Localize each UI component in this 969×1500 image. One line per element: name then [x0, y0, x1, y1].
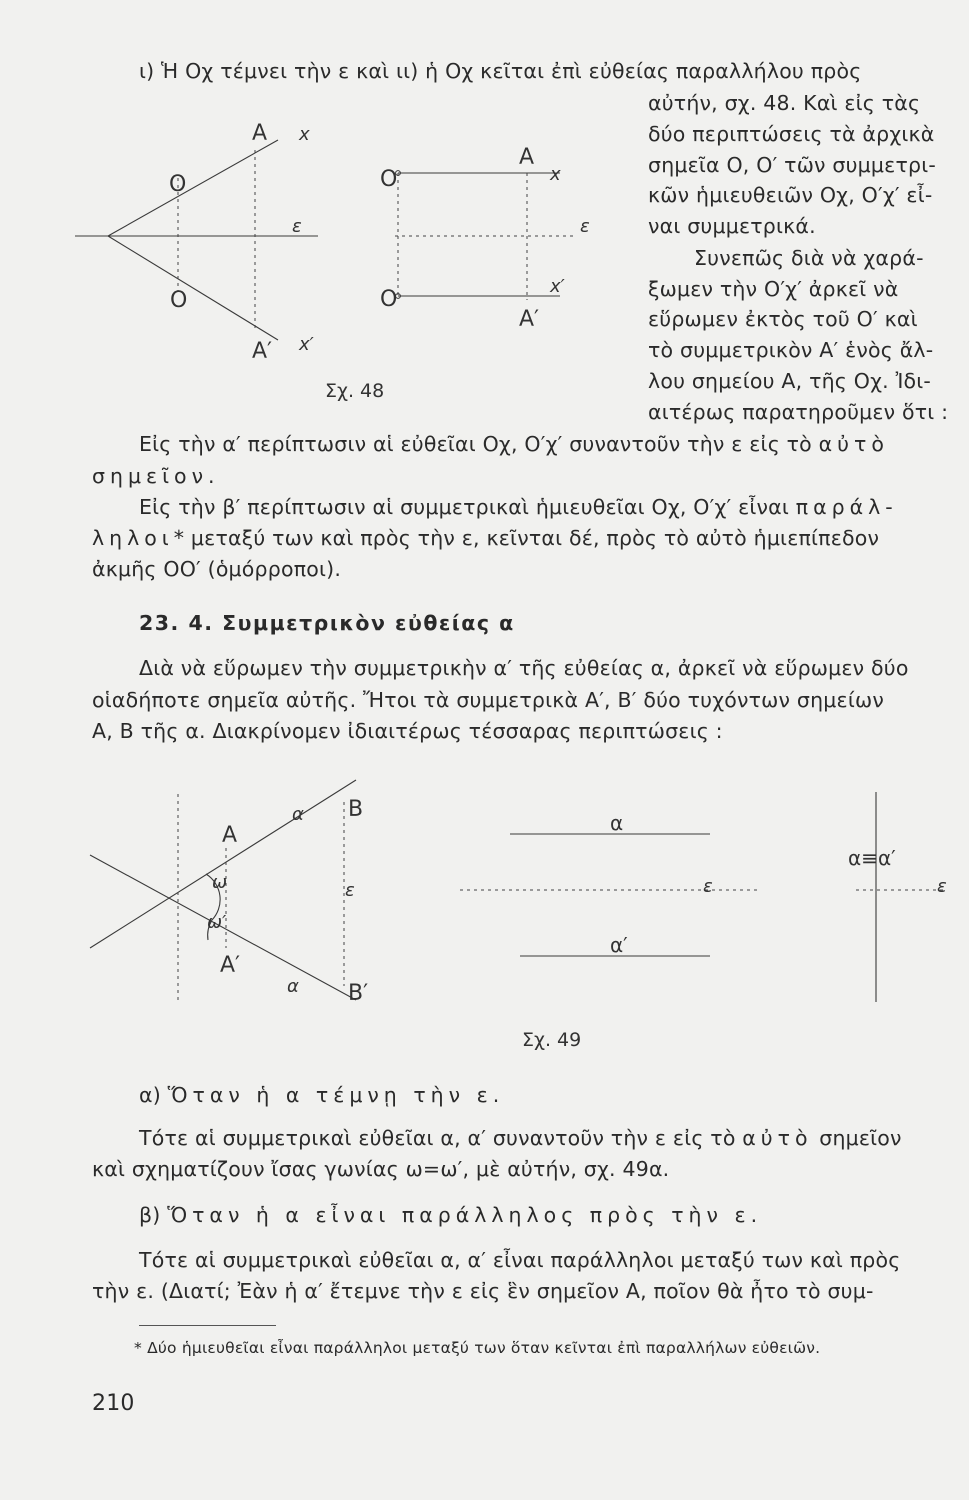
- text-line-16: ληλοι* μεταξύ των καὶ πρὸς τὴν ε, κεῖνται δέ, πρὸς τὸ αὐτὸ ἡμιεπίπεδον: [92, 526, 880, 550]
- text-line-3: δύο περιπτώσεις τὰ ἀρχικὰ: [648, 122, 935, 146]
- text-line-2: αὐτήν, σχ. 48. Καὶ εἰς τὰς: [648, 91, 921, 115]
- fig48-label-a2-left: Α′: [252, 339, 273, 364]
- text-line-17: ἀκμῆς ΟΟ′ (ὁμόρροποι).: [92, 557, 342, 581]
- case-a-heading: α) Ὅταν ἡ α τέμνῃ τὴν ε.: [139, 1083, 505, 1107]
- spaced-emphasis: παράλ-: [795, 495, 898, 519]
- text-line-11: λου σημείου Α, τῆς Οχ. Ἰδι-: [648, 369, 932, 393]
- text-line-8: ξωμεν τὴν Ο′χ′ ἀρκεῖ νὰ: [648, 277, 899, 301]
- text-line-12: αιτέρως παρατηροῦμεν ὅτι :: [648, 400, 949, 424]
- footnote: * Δύο ἡμιευθεῖαι εἶναι παράλληλοι μεταξύ των ὅταν κεῖνται ἐπὶ παραλλήλων εὐθειῶν.: [134, 1339, 821, 1357]
- spaced-emphasis: Ὅταν ἡ α εἶναι παράλληλος πρὸς τὴν ε.: [167, 1203, 763, 1227]
- fig48-label-a2-right: Α′: [519, 307, 540, 332]
- fig48-label-o-right: O: [380, 167, 398, 192]
- spaced-emphasis: ληλοι: [92, 526, 174, 550]
- text-line-18: Διὰ νὰ εὕρωμεν τὴν συμμετρικὴν α′ τῆς εὐθείας α, ἀρκεῖ νὰ εὕρωμεν δύο: [139, 656, 909, 680]
- text-line-1: ι) Ἡ Οχ τέμνει τὴν ε καὶ ιι) ἡ Οχ κεῖται ἐπὶ εὐθείας παραλλήλου πρὸς: [139, 59, 862, 83]
- fig48-label-eps-right: ε: [580, 216, 590, 237]
- text-line-6: ναι συμμετρικά.: [648, 214, 816, 238]
- fig49a-label-omega2: ω′: [207, 912, 227, 933]
- text-line-25: Τότε αἱ συμμετρικαὶ εὐθεῖαι α, α′ εἶναι παράλληλοι μεταξύ των καὶ πρὸς: [139, 1248, 901, 1272]
- footnote-rule: [139, 1325, 276, 1326]
- fig49c-label-eps: ε: [937, 876, 947, 897]
- text-line-10: τὸ συμμετρικὸν Α′ ἑνὸς ἄλ-: [648, 338, 934, 362]
- fig49a-label-alpha2: α: [287, 976, 299, 997]
- fig48-label-a-right: Α: [519, 145, 535, 170]
- spaced-emphasis: αὐτὸ: [818, 432, 889, 456]
- fig49b-label-alpha2: α′: [610, 933, 628, 957]
- fig49a-label-eps: ε: [345, 880, 355, 901]
- text-line-4: σημεῖα Ο, Ο′ τῶν συμμετρι-: [648, 153, 936, 177]
- fig49b-label-alpha: α: [610, 811, 624, 835]
- text-line-13: Εἰς τὴν α′ περίπτωσιν αἱ εὐθεῖαι Οχ, Ο′χ′ συναντοῦν τὴν ε εἰς τὸ αὐτὸ: [139, 432, 889, 456]
- fig48-label-o2-right: O: [380, 287, 398, 312]
- figure-49: [0, 770, 969, 1060]
- text-line-23: καὶ σχηματίζουν ἴσας γωνίας ω=ω′, μὲ αὐτήν, σχ. 49α.: [92, 1157, 670, 1181]
- text-line-14: σημεῖον.: [92, 464, 220, 488]
- page-number: 210: [92, 1391, 135, 1416]
- text-line-7: Συνεπῶς διὰ νὰ χαρά-: [694, 246, 924, 270]
- fig49-caption: Σχ. 49: [522, 1029, 582, 1051]
- fig49a-label-a: Α: [222, 823, 238, 848]
- fig48-label-x-right: x: [550, 164, 561, 185]
- spaced-emphasis: αὐτὸ: [742, 1126, 813, 1150]
- fig49a-label-b: Β: [348, 797, 364, 822]
- fig48-label-o-left: O: [169, 172, 187, 197]
- fig48-label-x2-right: x′: [550, 276, 565, 297]
- text-line-9: εὕρωμεν ἐκτὸς τοῦ Ο′ καὶ: [648, 307, 918, 331]
- fig49a-label-alpha: α: [292, 804, 304, 825]
- text-line-20: Α, Β τῆς α. Διακρίνομεν ἰδιαιτέρως τέσσαρας περιπτώσεις :: [92, 719, 723, 743]
- fig48-ray-oprime-xprime: [108, 236, 278, 340]
- fig49a-label-a2: Α′: [220, 953, 241, 978]
- fig48-ray-ox: [108, 140, 278, 236]
- text-line-26: τὴν ε. (Διατί; Ἐὰν ἡ α′ ἔτεμνε τὴν ε εἰς ἓν σημεῖον Α, ποῖον θὰ ἦτο τὸ συμ-: [92, 1279, 874, 1303]
- fig48-label-eps-left: ε: [292, 216, 302, 237]
- case-b-heading: β) Ὅταν ἡ α εἶναι παράλληλος πρὸς τὴν ε.: [139, 1203, 763, 1227]
- text-line-22: Τότε αἱ συμμετρικαὶ εὐθεῖαι α, α′ συναντοῦν τὴν ε εἰς τὸ αὐτὸ σημεῖον: [139, 1126, 902, 1150]
- section-heading: 23. 4. Συμμετρικὸν εὐθείας α: [139, 611, 515, 635]
- fig48-label-a-left: Α: [252, 121, 268, 146]
- fig48-caption: Σχ. 48: [325, 380, 385, 402]
- fig48-label-x2-left: x′: [299, 334, 314, 355]
- fig49a-label-b2: Β′: [348, 981, 369, 1006]
- fig49a-label-omega: ω: [212, 872, 228, 893]
- fig49c-label-pair: α≡α′: [848, 846, 896, 870]
- fig48-label-x-left: x: [299, 124, 310, 145]
- fig49b-label-eps: ε: [703, 876, 713, 897]
- text-line-5: κῶν ἡμιευθειῶν Οχ, Ο′χ′ εἶ-: [648, 183, 933, 207]
- spaced-emphasis: Ὅταν ἡ α τέμνῃ τὴν ε.: [167, 1083, 505, 1107]
- text-line-19: οἱαδήποτε σημεῖα αὐτῆς. Ἤτοι τὰ συμμετρικὰ Α′, Β′ δύο τυχόντων σημείων: [92, 688, 884, 712]
- fig48-label-o2-left: O: [170, 288, 188, 313]
- text-line-15: Εἰς τὴν β′ περίπτωσιν αἱ συμμετρικαὶ ἡμιευθεῖαι Οχ, Ο′χ′ εἶναι παράλ-: [139, 495, 898, 519]
